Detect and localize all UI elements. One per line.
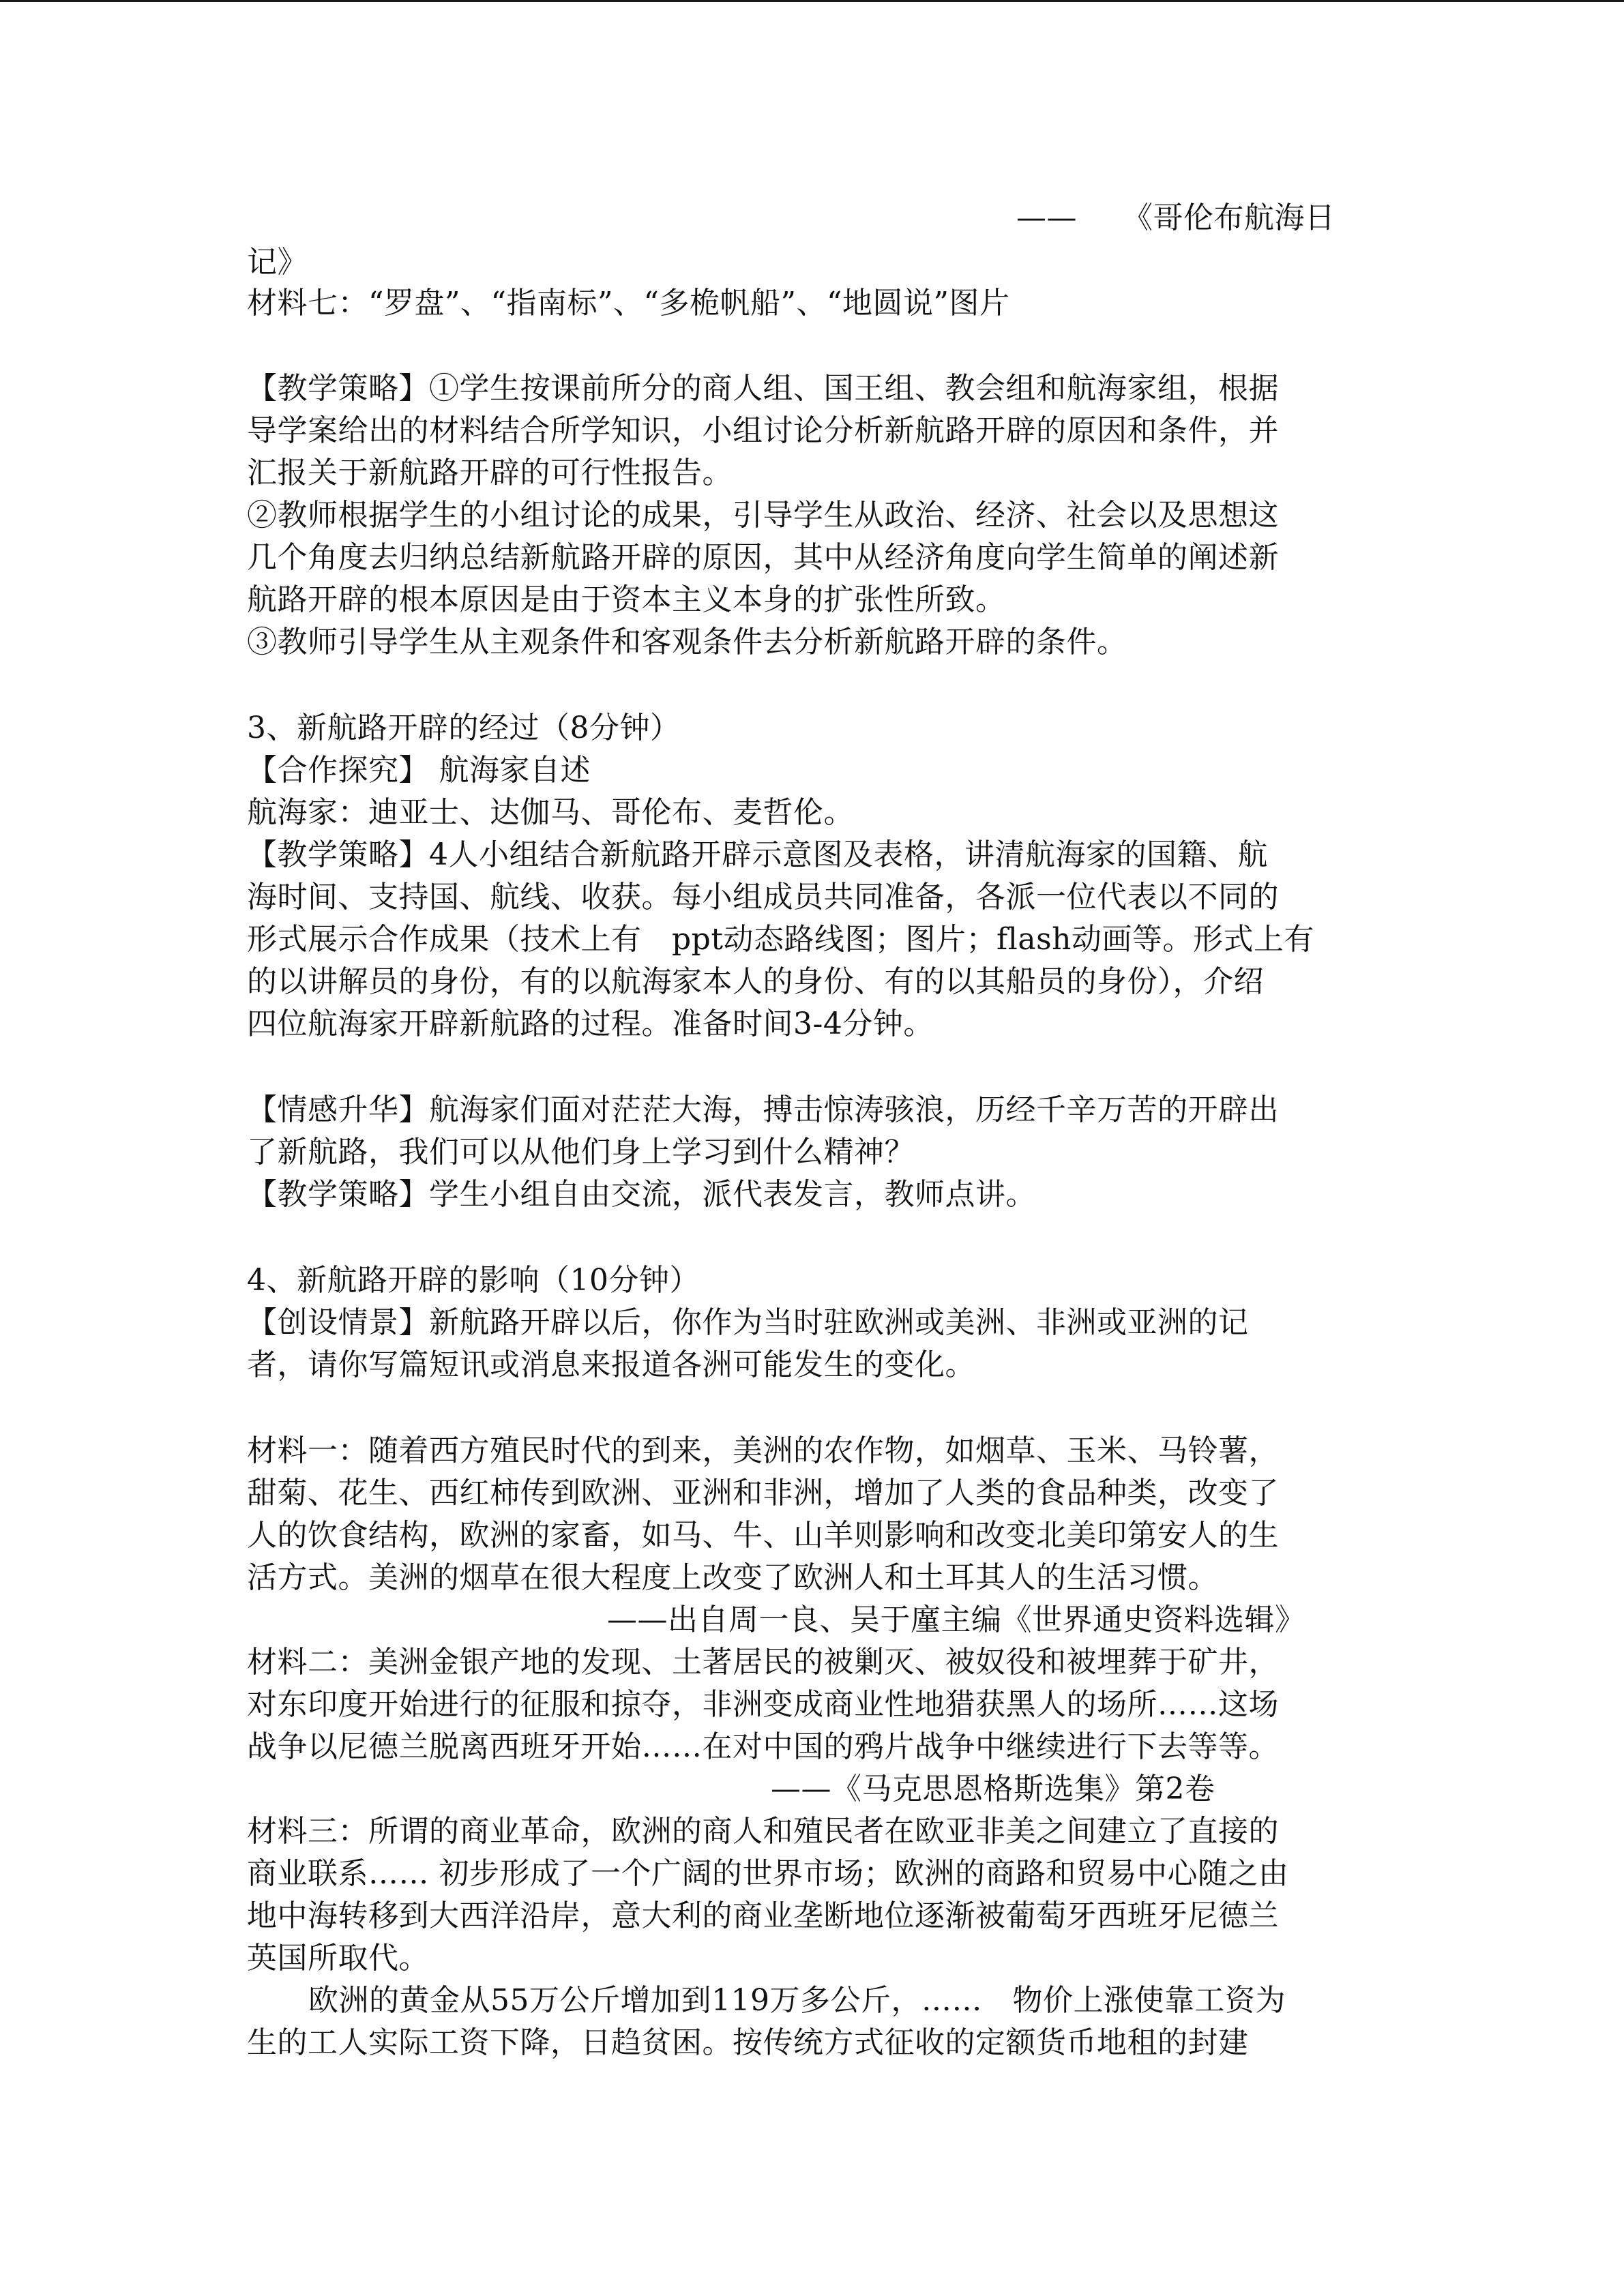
strategy-paragraph-line: 航路开辟的根本原因是由于资本主义本身的扩张性所致。 <box>247 582 1006 617</box>
strategy-paragraph-line: 导学案给出的材料结合所学知识，小组讨论分析新航路开辟的原因和条件，并 <box>247 413 1279 448</box>
strategy-paragraph-line: 海时间、支持国、航线、收获。每小组成员共同准备，各派一位代表以不同的 <box>247 880 1279 914</box>
emotional-sublimation-line: 【情感升华】航海家们面对茫茫大海，搏击惊涛骇浪，历经千辛万苦的开辟出 <box>247 1092 1279 1127</box>
strategy-paragraph-line: 的以讲解员的身份，有的以航海家本人的身份、有的以其船员的身份），介绍 <box>247 964 1264 999</box>
navigators-list: 航海家：迪亚士、达伽马、哥伦布、麦哲伦。 <box>247 795 854 830</box>
material-one-line: 活方式。美洲的烟草在很大程度上改变了欧洲人和土耳其人的生活习惯。 <box>247 1560 1218 1595</box>
strategy-paragraph-line: 几个角度去归纳总结新航路开辟的原因，其中从经济角度向学生简单的阐述新 <box>247 540 1279 575</box>
material-one-source: ——出自周一良、吴于廑主编《世界通史资料选辑》 <box>607 1602 1305 1637</box>
material-two-line: 战争以尼德兰脱离西班牙开始……在对中国的鸦片战争中继续进行下去等等。 <box>247 1729 1279 1764</box>
strategy-paragraph-line: 汇报关于新航路开辟的可行性报告。 <box>247 456 733 490</box>
material-three-line: 英国所取代。 <box>247 1941 429 1976</box>
source-attribution-continued: 记》 <box>247 245 308 280</box>
strategy-paragraph-line: ③教师引导学生从主观条件和客观条件去分析新航路开辟的条件。 <box>247 625 1127 659</box>
material-three-line: 生的工人实际工资下降，日趋贫困。按传统方式征收的定额货币地租的封建 <box>247 2025 1249 2060</box>
section-heading-impact: 4、新航路开辟的影响（10分钟） <box>247 1263 700 1298</box>
emotional-sublimation-line: 了新航路，我们可以从他们身上学习到什么精神？ <box>247 1135 915 1169</box>
cooperative-inquiry: 【合作探究】 航海家自述 <box>247 753 591 788</box>
material-seven: 材料七：“罗盘”、“指南标”、“多桅帆船”、“地圆说”图片 <box>247 286 1010 320</box>
material-one-line: 材料一：随着西方殖民时代的到来，美洲的农作物，如烟草、玉米、马铃薯， <box>247 1433 1279 1468</box>
material-two-line: 对东印度开始进行的征服和掠夺，非洲变成商业性地猎获黑人的场所……这场 <box>247 1687 1279 1722</box>
strategy-paragraph-line: 【教学策略】学生小组自由交流，派代表发言，教师点讲。 <box>247 1177 1036 1212</box>
scenario-line: 【创设情景】新航路开辟以后，你作为当时驻欧洲或美洲、非洲或亚洲的记 <box>247 1305 1249 1340</box>
material-two-line: 材料二：美洲金银产地的发现、土著居民的被剿灭、被奴役和被埋葬于矿井， <box>247 1645 1279 1680</box>
material-three-line: 欧洲的黄金从55万公斤增加到119万多公斤，…… 物价上涨使靠工资为 <box>308 1983 1286 2018</box>
material-one-line: 人的饮食结构，欧洲的家畜，如马、牛、山羊则影响和改变北美印第安人的生 <box>247 1518 1279 1553</box>
material-three-line: 材料三：所谓的商业革命，欧洲的商人和殖民者在欧亚非美之间建立了直接的 <box>247 1814 1279 1849</box>
material-one-line: 甜菊、花生、西红柿传到欧洲、亚洲和非洲，增加了人类的食品种类，改变了 <box>247 1476 1279 1510</box>
strategy-paragraph-line: 【教学策略】4人小组结合新航路开辟示意图及表格，讲清航海家的国籍、航 <box>247 837 1268 872</box>
material-three-line: 商业联系…… 初步形成了一个广阔的世界市场；欧洲的商路和贸易中心随之由 <box>247 1856 1289 1891</box>
strategy-paragraph-line: 【教学策略】①学生按课前所分的商人组、国王组、教会组和航海家组，根据 <box>247 371 1279 406</box>
strategy-paragraph-line: 四位航海家开辟新航路的过程。准备时间3-4分钟。 <box>247 1007 934 1041</box>
material-two-source: ——《马克思恩格斯选集》第2卷 <box>771 1772 1215 1806</box>
material-three-line: 地中海转移到大西洋沿岸，意大利的商业垄断地位逐渐被葡萄牙西班牙尼德兰 <box>247 1898 1279 1933</box>
page-top-border <box>0 0 1624 2</box>
strategy-paragraph-line: 形式展示合作成果（技术上有 ppt动态路线图；图片；flash动画等。形式上有 <box>247 922 1315 957</box>
source-attribution-columbus: —— 《哥伦布航海日 <box>1016 200 1335 235</box>
section-heading-voyages: 3、新航路开辟的经过（8分钟） <box>247 711 681 745</box>
scenario-line: 者，请你写篇短讯或消息来报道各洲可能发生的变化。 <box>247 1347 975 1382</box>
strategy-paragraph-line: ②教师根据学生的小组讨论的成果，引导学生从政治、经济、社会以及思想这 <box>247 498 1279 533</box>
